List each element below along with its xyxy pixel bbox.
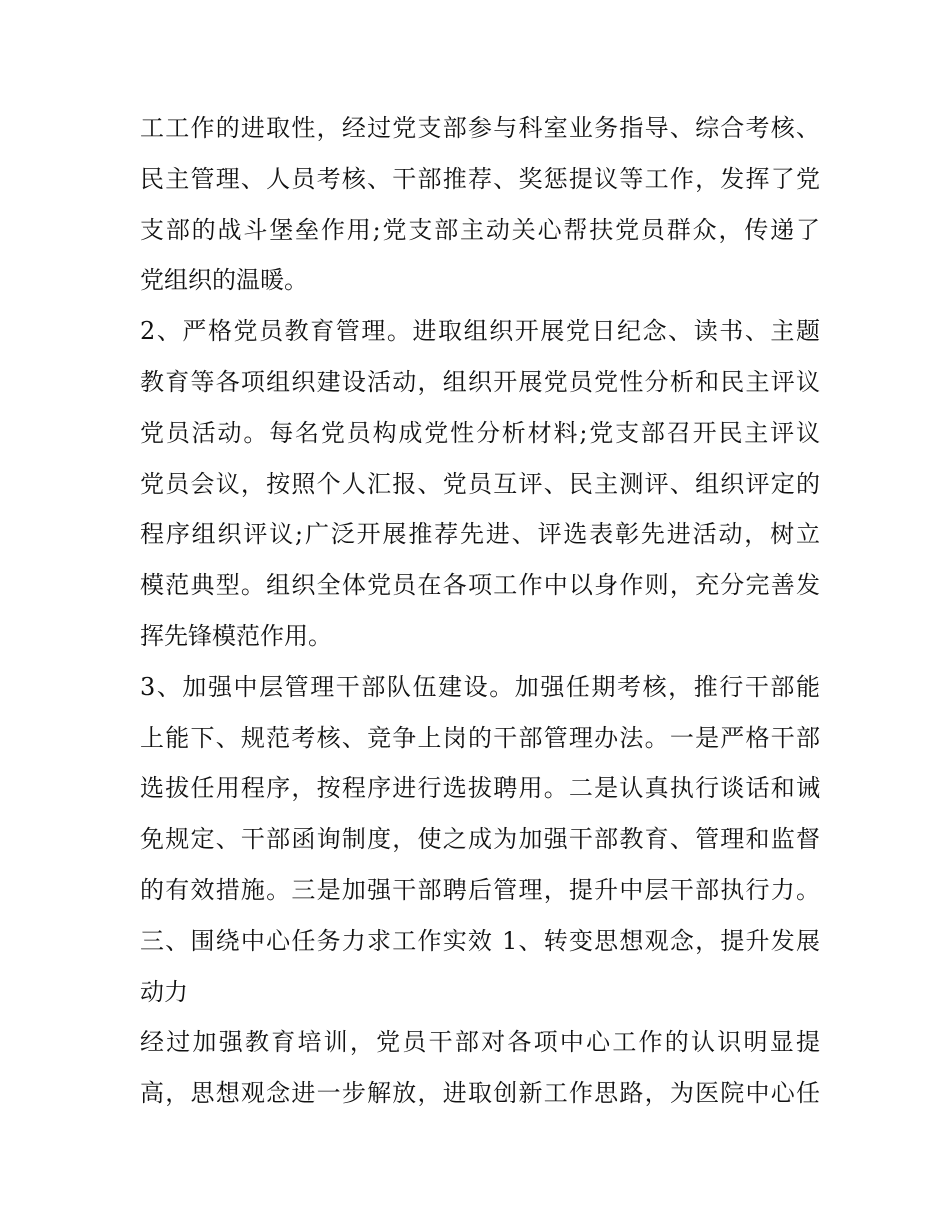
text-line: 免规定、干部函询制度，使之成为加强干部教育、管理和监督: [140, 825, 820, 854]
text-line: 党组织的温暖。: [140, 266, 308, 295]
text-line: 上能下、规范考核、竞争上岗的干部管理办法。一是严格干部: [140, 723, 820, 752]
text-line: 高，思想观念进一步解放，进取创新工作思路，为医院中心任: [140, 1079, 820, 1108]
text-line: 的有效措施。三是加强干部聘后管理，提升中层干部执行力。: [140, 875, 820, 904]
text-line: 民主管理、人员考核、干部推荐、奖惩提议等工作，发挥了党: [140, 164, 820, 193]
text-line: 支部的战斗堡垒作用;党支部主动关心帮扶党员群众，传递了: [140, 215, 820, 244]
text-line: 动力: [140, 977, 188, 1006]
text-line: 工工作的进取性，经过党支部参与科室业务指导、综合考核、: [140, 114, 820, 142]
text-line: 选拔任用程序，按程序进行选拔聘用。二是认真执行谈话和诫: [140, 774, 820, 803]
text-line: 党员活动。每名党员构成党性分析材料;党支部召开民主评议: [140, 418, 820, 447]
text-line: 经过加强教育培训，党员干部对各项中心工作的认识明显提: [140, 1028, 820, 1057]
text-line: 2、严格党员教育管理。进取组织开展党日纪念、读书、主题: [140, 317, 820, 346]
text-line: 教育等各项组织建设活动，组织开展党员党性分析和民主评议: [140, 367, 820, 396]
text-line: 党员会议，按照个人汇报、党员互评、民主测评、组织评定的: [140, 469, 820, 498]
text-line: 挥先锋模范作用。: [140, 621, 332, 650]
text-line: 模范典型。组织全体党员在各项工作中以身作则，充分完善发: [140, 571, 820, 600]
text-line: 三、围绕中心任务力求工作实效 1、转变思想观念，提升发展: [140, 926, 820, 955]
text-line: 3、加强中层管理干部队伍建设。加强任期考核，推行干部能: [140, 672, 820, 701]
document-body: [140, 103, 820, 1119]
text-line: 程序组织评议;广泛开展推荐先进、评选表彰先进活动，树立: [140, 520, 820, 549]
